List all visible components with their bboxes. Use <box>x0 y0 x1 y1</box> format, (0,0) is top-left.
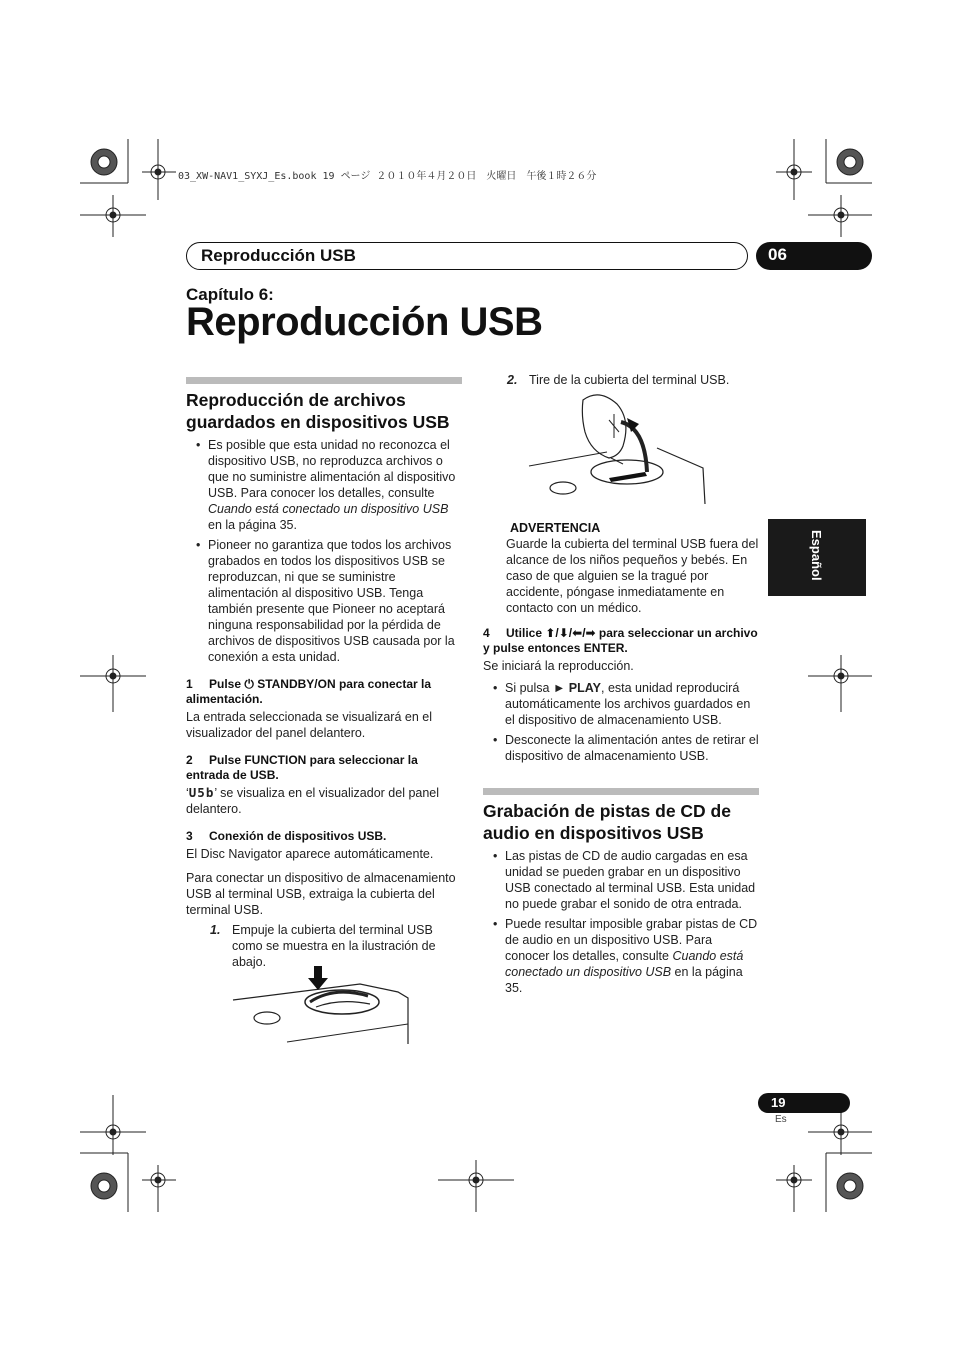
section-heading-cd-recording: Grabación de pistas de CD de audio en dispositivos USB <box>483 801 731 843</box>
arrow-keys-icon: ⬆/⬇/⬅/➡ <box>545 626 596 640</box>
power-icon: ⏻ <box>244 677 254 691</box>
language-tab-label: Español <box>809 530 824 581</box>
bullet-list <box>483 680 759 764</box>
list-item: • Puede resultar imposible grabar pistas de CD de audio en un dispositivo USB. Para conocer los detalles, consulte Cuando está conectado un dispositivo USB en la página 35. <box>483 916 759 996</box>
right-column-lower <box>483 518 759 1004</box>
step-1-text: La entrada seleccionada se visualizará en el visualizador del panel delantero. <box>186 710 432 740</box>
bullet-list <box>483 848 759 996</box>
crop-marks-mid-right <box>808 655 872 712</box>
chapter-title: Reproducción USB <box>186 300 543 344</box>
list-item: • Desconecte la alimentación antes de retirar el dispositivo de almacenamiento USB. <box>483 732 759 764</box>
right-column <box>483 368 759 388</box>
crop-marks-bottom-left <box>80 1095 176 1212</box>
page-number-badge <box>758 1093 850 1113</box>
section-heading-usb-playback: Reproducción de archivos guardados en dispositivos USB <box>186 390 450 432</box>
step-3-text-1: El Disc Navigator aparece automáticamente. <box>186 847 434 861</box>
chapter-badge <box>756 242 872 270</box>
crop-marks-mid-left <box>80 655 146 712</box>
list-item: • Pioneer no garantiza que todos los archivos grabados en todos los dispositivos USB se reproduzcan, ni que se suministre alimentación al dispositivo USB. Tenga también presente que Pioneer no aceptará ninguna responsabilidad por la pérdida de archivos de dispositivos USB causada por la conexión a esta unidad. <box>186 537 462 665</box>
warning-title: ADVERTENCIA <box>510 521 601 535</box>
bullet-list <box>186 437 462 665</box>
crop-marks-bottom-center <box>438 1160 514 1212</box>
section-title: Reproducción USB <box>201 246 356 265</box>
step-2-title: 2 Pulse FUNCTION para seleccionar la entrada de USB. <box>186 753 418 782</box>
heading-bar <box>483 788 759 795</box>
page-number: 19 <box>771 1095 786 1110</box>
step-2-text: ‘U5b’ se visualiza en el visualizador del panel delantero. <box>186 785 440 816</box>
crop-marks-top-right <box>776 139 872 237</box>
language-tab <box>768 519 866 596</box>
crop-marks-top-left <box>80 139 176 237</box>
list-item: • Si pulsa ► PLAY, esta unidad reproducirá automáticamente los archivos guardados en el dispositivo de almacenamiento USB. <box>483 680 759 728</box>
list-item: • Las pistas de CD de audio cargadas en esa unidad se pueden grabar en un dispositivo USB conectado al terminal USB. Esta unidad no puede grabar el sonido de otra entrada. <box>483 848 759 912</box>
substep-1: 1. Empuje la cubierta del terminal USB como se muestra en la ilustración de abajo. <box>210 923 436 969</box>
chapter-label: Capítulo 6: <box>186 285 274 304</box>
cross-reference: Cuando está conectado un dispositivo USB <box>208 502 449 516</box>
list-item: • Es posible que esta unidad no reconozca el dispositivo USB, no reproduzca archivos o que no suministre alimentación al dispositivo USB. Para conocer los detalles, consulte Cuando está conectado un dispositivo USB en la página 35. <box>186 437 462 533</box>
step-3-text-2: Para conectar un dispositivo de almacenamiento USB al terminal USB, extraiga la cubierta del terminal USB. <box>186 871 456 917</box>
step-1-title: 1 Pulse ⏻ STANDBY/ON para conectar la alimentación. <box>186 677 432 706</box>
step-4-title: 4 Utilice ⬆/⬇/⬅/➡ para seleccionar un archivo y pulse entonces ENTER. <box>483 626 758 655</box>
illustration-push-cover <box>230 964 412 1046</box>
step-3-title: 3 Conexión de dispositivos USB. <box>186 829 387 843</box>
print-info-line: 03_XW-NAV1_SYXJ_Es.book 19 ページ ２０１０年４月２０日 火曜日 午後１時２６分 <box>178 171 597 182</box>
display-segment-usb: U5b <box>188 785 215 800</box>
page-language: Es <box>775 1114 787 1125</box>
heading-bar <box>186 377 462 384</box>
chapter-number: 06 <box>768 245 787 264</box>
warning-text: Guarde la cubierta del terminal USB fuera del alcance de los niños pequeños y bebés. En caso de que alguien se la tragué por accidente, póngase inmediatamente en contacto con un médico. <box>506 537 759 615</box>
left-column <box>186 377 462 970</box>
substep-2: 2. Tire de la cubierta del terminal USB. <box>507 373 730 387</box>
section-header <box>186 242 748 270</box>
step-4-text: Se iniciará la reproducción. <box>483 659 634 673</box>
cross-reference: Cuando está conectado un dispositivo USB <box>505 949 744 979</box>
illustration-pull-cover <box>527 392 711 506</box>
play-label: ► PLAY <box>552 681 601 695</box>
